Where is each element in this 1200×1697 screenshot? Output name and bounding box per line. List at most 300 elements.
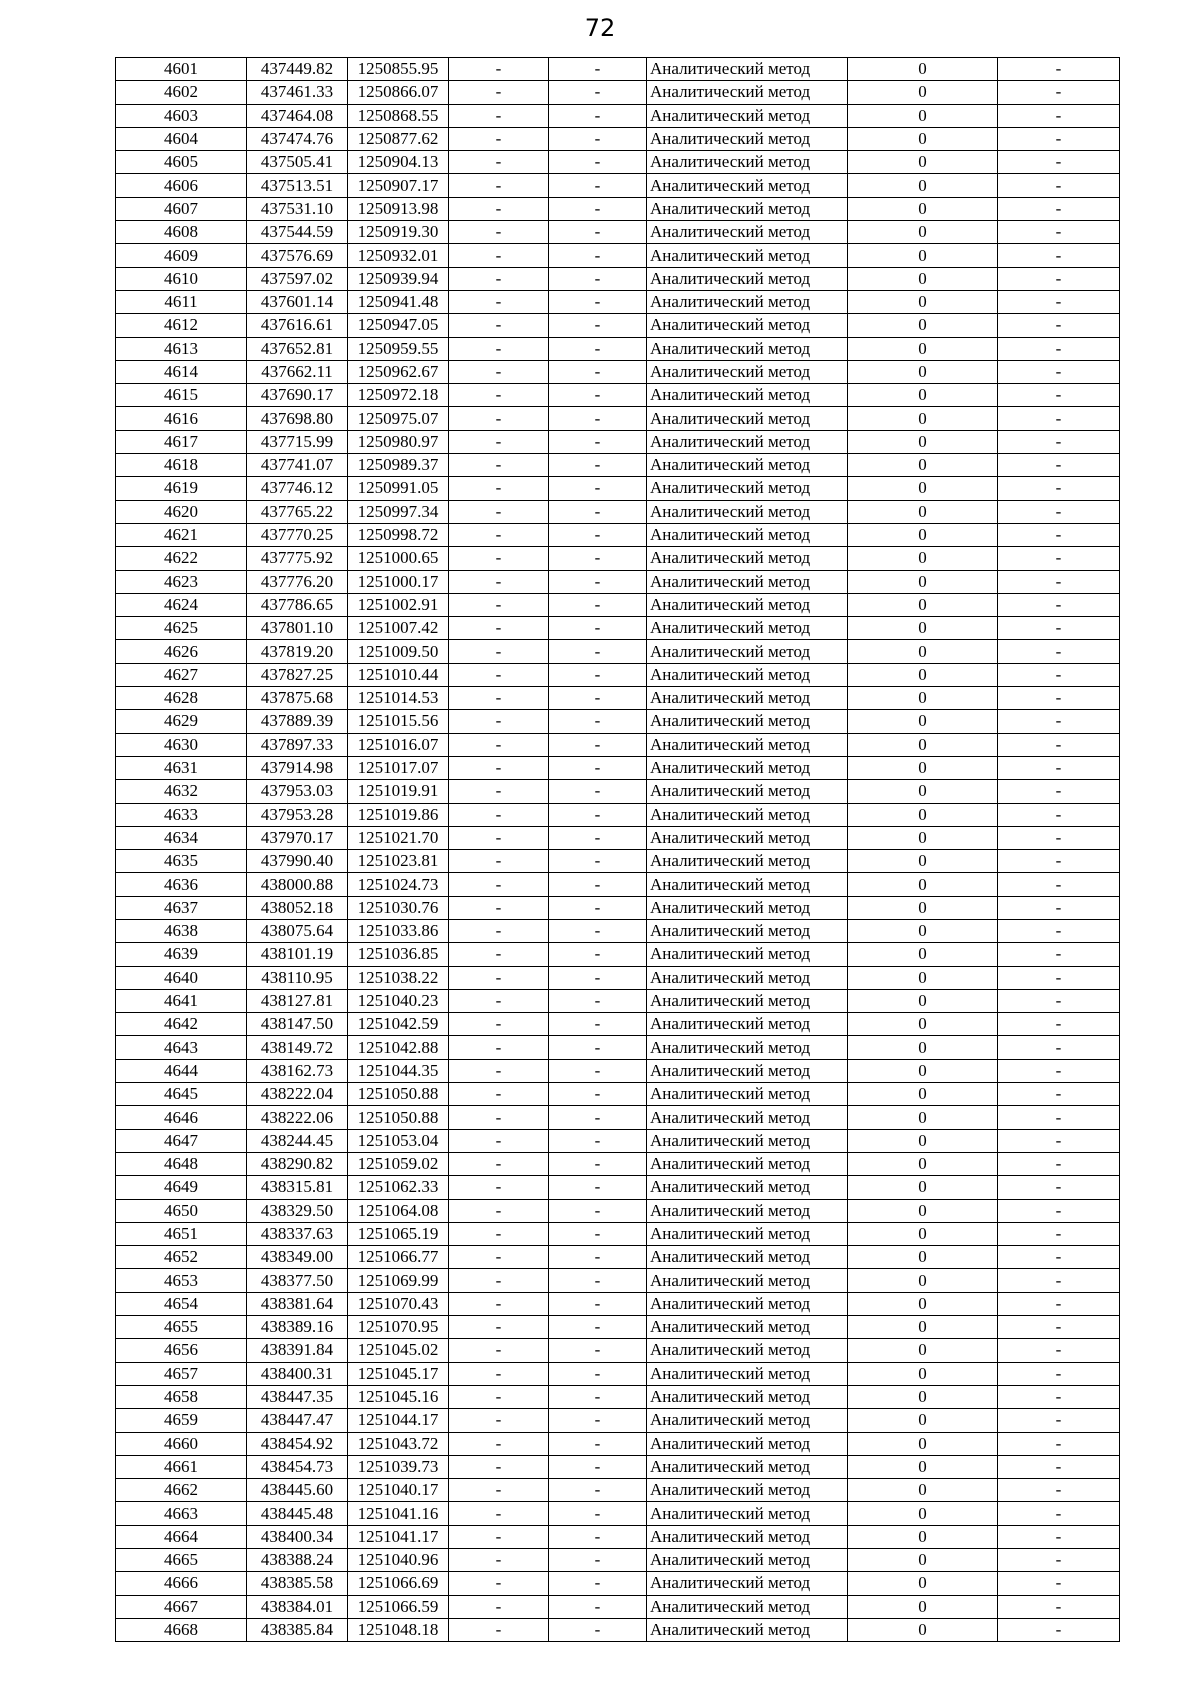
y-coordinate-cell: 1250866.07 xyxy=(348,81,449,104)
x-coordinate-cell: 437544.59 xyxy=(247,221,348,244)
method-cell: Аналитический метод xyxy=(647,1199,848,1222)
point-number-cell: 4635 xyxy=(116,850,247,873)
x-coordinate-cell: 438388.24 xyxy=(247,1549,348,1572)
dash-cell: - xyxy=(549,966,647,989)
dash-cell: - xyxy=(998,523,1120,546)
dash-cell: - xyxy=(549,197,647,220)
point-number-cell: 4617 xyxy=(116,430,247,453)
method-cell: Аналитический метод xyxy=(647,58,848,81)
method-cell: Аналитический метод xyxy=(647,756,848,779)
x-coordinate-cell: 437897.33 xyxy=(247,733,348,756)
dash-cell: - xyxy=(998,500,1120,523)
method-cell: Аналитический метод xyxy=(647,384,848,407)
dash-cell: - xyxy=(998,1549,1120,1572)
method-cell: Аналитический метод xyxy=(647,826,848,849)
x-coordinate-cell: 438162.73 xyxy=(247,1059,348,1082)
table-row xyxy=(116,710,1120,733)
table-row xyxy=(116,290,1120,313)
table-row xyxy=(116,803,1120,826)
error-value-cell: 0 xyxy=(848,710,998,733)
error-value-cell: 0 xyxy=(848,1269,998,1292)
point-number-cell: 4665 xyxy=(116,1549,247,1572)
dash-cell: - xyxy=(549,81,647,104)
x-coordinate-cell: 438384.01 xyxy=(247,1595,348,1618)
error-value-cell: 0 xyxy=(848,1176,998,1199)
dash-cell: - xyxy=(998,570,1120,593)
dash-cell: - xyxy=(449,850,549,873)
x-coordinate-cell: 437953.28 xyxy=(247,803,348,826)
dash-cell: - xyxy=(998,1572,1120,1595)
x-coordinate-cell: 438244.45 xyxy=(247,1129,348,1152)
error-value-cell: 0 xyxy=(848,1222,998,1245)
point-number-cell: 4633 xyxy=(116,803,247,826)
point-number-cell: 4622 xyxy=(116,547,247,570)
dash-cell: - xyxy=(449,966,549,989)
x-coordinate-cell: 437775.92 xyxy=(247,547,348,570)
method-cell: Аналитический метод xyxy=(647,454,848,477)
x-coordinate-cell: 437889.39 xyxy=(247,710,348,733)
y-coordinate-cell: 1251000.65 xyxy=(348,547,449,570)
y-coordinate-cell: 1250907.17 xyxy=(348,174,449,197)
error-value-cell: 0 xyxy=(848,1106,998,1129)
method-cell: Аналитический метод xyxy=(647,1129,848,1152)
y-coordinate-cell: 1251042.88 xyxy=(348,1036,449,1059)
error-value-cell: 0 xyxy=(848,547,998,570)
method-cell: Аналитический метод xyxy=(647,1339,848,1362)
table-row xyxy=(116,337,1120,360)
point-number-cell: 4608 xyxy=(116,221,247,244)
y-coordinate-cell: 1251015.56 xyxy=(348,710,449,733)
table-row xyxy=(116,1618,1120,1641)
y-coordinate-cell: 1251007.42 xyxy=(348,617,449,640)
dash-cell: - xyxy=(549,454,647,477)
dash-cell: - xyxy=(998,1106,1120,1129)
dash-cell: - xyxy=(549,850,647,873)
dash-cell: - xyxy=(449,267,549,290)
dash-cell: - xyxy=(998,1013,1120,1036)
y-coordinate-cell: 1251062.33 xyxy=(348,1176,449,1199)
table-row xyxy=(116,1246,1120,1269)
y-coordinate-cell: 1250919.30 xyxy=(348,221,449,244)
error-value-cell: 0 xyxy=(848,1362,998,1385)
table-row xyxy=(116,314,1120,337)
point-number-cell: 4629 xyxy=(116,710,247,733)
x-coordinate-cell: 437449.82 xyxy=(247,58,348,81)
point-number-cell: 4653 xyxy=(116,1269,247,1292)
error-value-cell: 0 xyxy=(848,1525,998,1548)
x-coordinate-cell: 438222.06 xyxy=(247,1106,348,1129)
dash-cell: - xyxy=(998,850,1120,873)
table-row xyxy=(116,151,1120,174)
table-row xyxy=(116,1339,1120,1362)
dash-cell: - xyxy=(449,1129,549,1152)
x-coordinate-cell: 437513.51 xyxy=(247,174,348,197)
y-coordinate-cell: 1250868.55 xyxy=(348,104,449,127)
method-cell: Аналитический метод xyxy=(647,1106,848,1129)
point-number-cell: 4642 xyxy=(116,1013,247,1036)
y-coordinate-cell: 1250975.07 xyxy=(348,407,449,430)
dash-cell: - xyxy=(549,547,647,570)
method-cell: Аналитический метод xyxy=(647,523,848,546)
error-value-cell: 0 xyxy=(848,896,998,919)
method-cell: Аналитический метод xyxy=(647,1362,848,1385)
point-number-cell: 4612 xyxy=(116,314,247,337)
dash-cell: - xyxy=(998,221,1120,244)
dash-cell: - xyxy=(449,803,549,826)
dash-cell: - xyxy=(549,570,647,593)
dash-cell: - xyxy=(998,1525,1120,1548)
table-row xyxy=(116,1129,1120,1152)
dash-cell: - xyxy=(549,1362,647,1385)
method-cell: Аналитический метод xyxy=(647,850,848,873)
dash-cell: - xyxy=(549,104,647,127)
point-number-cell: 4603 xyxy=(116,104,247,127)
x-coordinate-cell: 437990.40 xyxy=(247,850,348,873)
x-coordinate-cell: 437914.98 xyxy=(247,756,348,779)
dash-cell: - xyxy=(449,454,549,477)
error-value-cell: 0 xyxy=(848,407,998,430)
dash-cell: - xyxy=(449,337,549,360)
dash-cell: - xyxy=(549,244,647,267)
dash-cell: - xyxy=(549,943,647,966)
table-row xyxy=(116,1152,1120,1175)
table-row xyxy=(116,1455,1120,1478)
dash-cell: - xyxy=(549,1269,647,1292)
dash-cell: - xyxy=(998,1362,1120,1385)
dash-cell: - xyxy=(549,1595,647,1618)
dash-cell: - xyxy=(998,1152,1120,1175)
table-row xyxy=(116,1036,1120,1059)
y-coordinate-cell: 1250959.55 xyxy=(348,337,449,360)
dash-cell: - xyxy=(449,1455,549,1478)
x-coordinate-cell: 437765.22 xyxy=(247,500,348,523)
dash-cell: - xyxy=(549,267,647,290)
y-coordinate-cell: 1251039.73 xyxy=(348,1455,449,1478)
error-value-cell: 0 xyxy=(848,570,998,593)
dash-cell: - xyxy=(549,151,647,174)
method-cell: Аналитический метод xyxy=(647,733,848,756)
x-coordinate-cell: 438127.81 xyxy=(247,989,348,1012)
method-cell: Аналитический метод xyxy=(647,1502,848,1525)
point-number-cell: 4620 xyxy=(116,500,247,523)
point-number-cell: 4648 xyxy=(116,1152,247,1175)
error-value-cell: 0 xyxy=(848,640,998,663)
y-coordinate-cell: 1251066.59 xyxy=(348,1595,449,1618)
error-value-cell: 0 xyxy=(848,850,998,873)
point-number-cell: 4646 xyxy=(116,1106,247,1129)
point-number-cell: 4655 xyxy=(116,1316,247,1339)
dash-cell: - xyxy=(549,1549,647,1572)
error-value-cell: 0 xyxy=(848,919,998,942)
point-number-cell: 4619 xyxy=(116,477,247,500)
error-value-cell: 0 xyxy=(848,523,998,546)
dash-cell: - xyxy=(549,314,647,337)
point-number-cell: 4651 xyxy=(116,1222,247,1245)
table-row xyxy=(116,1106,1120,1129)
x-coordinate-cell: 438454.92 xyxy=(247,1432,348,1455)
error-value-cell: 0 xyxy=(848,989,998,1012)
dash-cell: - xyxy=(549,826,647,849)
y-coordinate-cell: 1251066.77 xyxy=(348,1246,449,1269)
dash-cell: - xyxy=(998,1036,1120,1059)
dash-cell: - xyxy=(549,221,647,244)
point-number-cell: 4615 xyxy=(116,384,247,407)
error-value-cell: 0 xyxy=(848,197,998,220)
dash-cell: - xyxy=(449,873,549,896)
table-row xyxy=(116,174,1120,197)
dash-cell: - xyxy=(549,617,647,640)
x-coordinate-cell: 437652.81 xyxy=(247,337,348,360)
x-coordinate-cell: 437461.33 xyxy=(247,81,348,104)
x-coordinate-cell: 438385.58 xyxy=(247,1572,348,1595)
coordinates-table xyxy=(115,57,1120,1642)
error-value-cell: 0 xyxy=(848,803,998,826)
error-value-cell: 0 xyxy=(848,430,998,453)
error-value-cell: 0 xyxy=(848,267,998,290)
error-value-cell: 0 xyxy=(848,1059,998,1082)
dash-cell: - xyxy=(998,267,1120,290)
dash-cell: - xyxy=(449,1036,549,1059)
table-row xyxy=(116,1362,1120,1385)
dash-cell: - xyxy=(549,174,647,197)
dash-cell: - xyxy=(998,756,1120,779)
dash-cell: - xyxy=(449,314,549,337)
x-coordinate-cell: 438447.47 xyxy=(247,1409,348,1432)
point-number-cell: 4606 xyxy=(116,174,247,197)
x-coordinate-cell: 437715.99 xyxy=(247,430,348,453)
error-value-cell: 0 xyxy=(848,174,998,197)
table-row xyxy=(116,1479,1120,1502)
method-cell: Аналитический метод xyxy=(647,1455,848,1478)
error-value-cell: 0 xyxy=(848,1339,998,1362)
error-value-cell: 0 xyxy=(848,1013,998,1036)
dash-cell: - xyxy=(449,127,549,150)
dash-cell: - xyxy=(549,1246,647,1269)
dash-cell: - xyxy=(998,58,1120,81)
method-cell: Аналитический метод xyxy=(647,1618,848,1641)
y-coordinate-cell: 1250913.98 xyxy=(348,197,449,220)
point-number-cell: 4601 xyxy=(116,58,247,81)
dash-cell: - xyxy=(998,1455,1120,1478)
dash-cell: - xyxy=(449,1618,549,1641)
x-coordinate-cell: 438110.95 xyxy=(247,966,348,989)
x-coordinate-cell: 437786.65 xyxy=(247,593,348,616)
error-value-cell: 0 xyxy=(848,733,998,756)
dash-cell: - xyxy=(449,919,549,942)
error-value-cell: 0 xyxy=(848,58,998,81)
dash-cell: - xyxy=(549,1106,647,1129)
y-coordinate-cell: 1251014.53 xyxy=(348,687,449,710)
table-row xyxy=(116,523,1120,546)
point-number-cell: 4624 xyxy=(116,593,247,616)
dash-cell: - xyxy=(549,1572,647,1595)
table-row xyxy=(116,1292,1120,1315)
x-coordinate-cell: 438400.31 xyxy=(247,1362,348,1385)
error-value-cell: 0 xyxy=(848,1595,998,1618)
method-cell: Аналитический метод xyxy=(647,267,848,290)
point-number-cell: 4609 xyxy=(116,244,247,267)
dash-cell: - xyxy=(998,360,1120,383)
error-value-cell: 0 xyxy=(848,780,998,803)
error-value-cell: 0 xyxy=(848,1385,998,1408)
error-value-cell: 0 xyxy=(848,360,998,383)
point-number-cell: 4632 xyxy=(116,780,247,803)
table-row xyxy=(116,384,1120,407)
y-coordinate-cell: 1251040.96 xyxy=(348,1549,449,1572)
y-coordinate-cell: 1251065.19 xyxy=(348,1222,449,1245)
error-value-cell: 0 xyxy=(848,1246,998,1269)
error-value-cell: 0 xyxy=(848,873,998,896)
dash-cell: - xyxy=(449,290,549,313)
dash-cell: - xyxy=(998,640,1120,663)
x-coordinate-cell: 437953.03 xyxy=(247,780,348,803)
method-cell: Аналитический метод xyxy=(647,617,848,640)
y-coordinate-cell: 1251021.70 xyxy=(348,826,449,849)
dash-cell: - xyxy=(998,896,1120,919)
error-value-cell: 0 xyxy=(848,1036,998,1059)
method-cell: Аналитический метод xyxy=(647,687,848,710)
table-row xyxy=(116,687,1120,710)
y-coordinate-cell: 1250941.48 xyxy=(348,290,449,313)
dash-cell: - xyxy=(998,1502,1120,1525)
y-coordinate-cell: 1251050.88 xyxy=(348,1106,449,1129)
dash-cell: - xyxy=(449,1059,549,1082)
x-coordinate-cell: 438101.19 xyxy=(247,943,348,966)
y-coordinate-cell: 1251019.86 xyxy=(348,803,449,826)
y-coordinate-cell: 1250877.62 xyxy=(348,127,449,150)
method-cell: Аналитический метод xyxy=(647,919,848,942)
dash-cell: - xyxy=(449,523,549,546)
error-value-cell: 0 xyxy=(848,1432,998,1455)
method-cell: Аналитический метод xyxy=(647,430,848,453)
method-cell: Аналитический метод xyxy=(647,1479,848,1502)
y-coordinate-cell: 1251017.07 xyxy=(348,756,449,779)
method-cell: Аналитический метод xyxy=(647,81,848,104)
y-coordinate-cell: 1250972.18 xyxy=(348,384,449,407)
dash-cell: - xyxy=(998,593,1120,616)
point-number-cell: 4621 xyxy=(116,523,247,546)
error-value-cell: 0 xyxy=(848,454,998,477)
table-row xyxy=(116,1199,1120,1222)
dash-cell: - xyxy=(549,1129,647,1152)
dash-cell: - xyxy=(449,710,549,733)
dash-cell: - xyxy=(549,1409,647,1432)
dash-cell: - xyxy=(549,687,647,710)
error-value-cell: 0 xyxy=(848,826,998,849)
y-coordinate-cell: 1251059.02 xyxy=(348,1152,449,1175)
dash-cell: - xyxy=(549,780,647,803)
dash-cell: - xyxy=(549,337,647,360)
y-coordinate-cell: 1251024.73 xyxy=(348,873,449,896)
dash-cell: - xyxy=(998,1595,1120,1618)
error-value-cell: 0 xyxy=(848,1292,998,1315)
table-row xyxy=(116,1502,1120,1525)
error-value-cell: 0 xyxy=(848,1129,998,1152)
error-value-cell: 0 xyxy=(848,1479,998,1502)
error-value-cell: 0 xyxy=(848,1199,998,1222)
x-coordinate-cell: 438075.64 xyxy=(247,919,348,942)
y-coordinate-cell: 1250947.05 xyxy=(348,314,449,337)
dash-cell: - xyxy=(449,1572,549,1595)
dash-cell: - xyxy=(449,1222,549,1245)
method-cell: Аналитический метод xyxy=(647,127,848,150)
x-coordinate-cell: 437770.25 xyxy=(247,523,348,546)
dash-cell: - xyxy=(449,1595,549,1618)
dash-cell: - xyxy=(998,1385,1120,1408)
dash-cell: - xyxy=(449,384,549,407)
dash-cell: - xyxy=(449,780,549,803)
table-row xyxy=(116,1572,1120,1595)
x-coordinate-cell: 438337.63 xyxy=(247,1222,348,1245)
dash-cell: - xyxy=(549,1152,647,1175)
table-row xyxy=(116,640,1120,663)
dash-cell: - xyxy=(998,244,1120,267)
y-coordinate-cell: 1251066.69 xyxy=(348,1572,449,1595)
x-coordinate-cell: 438445.48 xyxy=(247,1502,348,1525)
x-coordinate-cell: 438389.16 xyxy=(247,1316,348,1339)
dash-cell: - xyxy=(549,1479,647,1502)
table-row xyxy=(116,221,1120,244)
table-row xyxy=(116,267,1120,290)
dash-cell: - xyxy=(449,943,549,966)
x-coordinate-cell: 437819.20 xyxy=(247,640,348,663)
dash-cell: - xyxy=(449,1176,549,1199)
point-number-cell: 4636 xyxy=(116,873,247,896)
table-row xyxy=(116,1385,1120,1408)
x-coordinate-cell: 438391.84 xyxy=(247,1339,348,1362)
method-cell: Аналитический метод xyxy=(647,221,848,244)
method-cell: Аналитический метод xyxy=(647,244,848,267)
dash-cell: - xyxy=(549,1083,647,1106)
point-number-cell: 4660 xyxy=(116,1432,247,1455)
dash-cell: - xyxy=(998,337,1120,360)
point-number-cell: 4663 xyxy=(116,1502,247,1525)
method-cell: Аналитический метод xyxy=(647,570,848,593)
table-row xyxy=(116,1525,1120,1548)
dash-cell: - xyxy=(549,430,647,453)
x-coordinate-cell: 438381.64 xyxy=(247,1292,348,1315)
method-cell: Аналитический метод xyxy=(647,174,848,197)
dash-cell: - xyxy=(549,1502,647,1525)
method-cell: Аналитический метод xyxy=(647,360,848,383)
x-coordinate-cell: 438377.50 xyxy=(247,1269,348,1292)
dash-cell: - xyxy=(449,500,549,523)
method-cell: Аналитический метод xyxy=(647,1409,848,1432)
method-cell: Аналитический метод xyxy=(647,407,848,430)
y-coordinate-cell: 1250991.05 xyxy=(348,477,449,500)
point-number-cell: 4637 xyxy=(116,896,247,919)
y-coordinate-cell: 1250980.97 xyxy=(348,430,449,453)
table-row xyxy=(116,1269,1120,1292)
method-cell: Аналитический метод xyxy=(647,1013,848,1036)
dash-cell: - xyxy=(998,1479,1120,1502)
y-coordinate-cell: 1250939.94 xyxy=(348,267,449,290)
table-row xyxy=(116,733,1120,756)
dash-cell: - xyxy=(998,873,1120,896)
error-value-cell: 0 xyxy=(848,244,998,267)
dash-cell: - xyxy=(998,197,1120,220)
point-number-cell: 4611 xyxy=(116,290,247,313)
dash-cell: - xyxy=(449,1385,549,1408)
dash-cell: - xyxy=(549,896,647,919)
dash-cell: - xyxy=(549,290,647,313)
dash-cell: - xyxy=(998,1292,1120,1315)
point-number-cell: 4659 xyxy=(116,1409,247,1432)
y-coordinate-cell: 1251002.91 xyxy=(348,593,449,616)
dash-cell: - xyxy=(449,1525,549,1548)
error-value-cell: 0 xyxy=(848,943,998,966)
point-number-cell: 4643 xyxy=(116,1036,247,1059)
